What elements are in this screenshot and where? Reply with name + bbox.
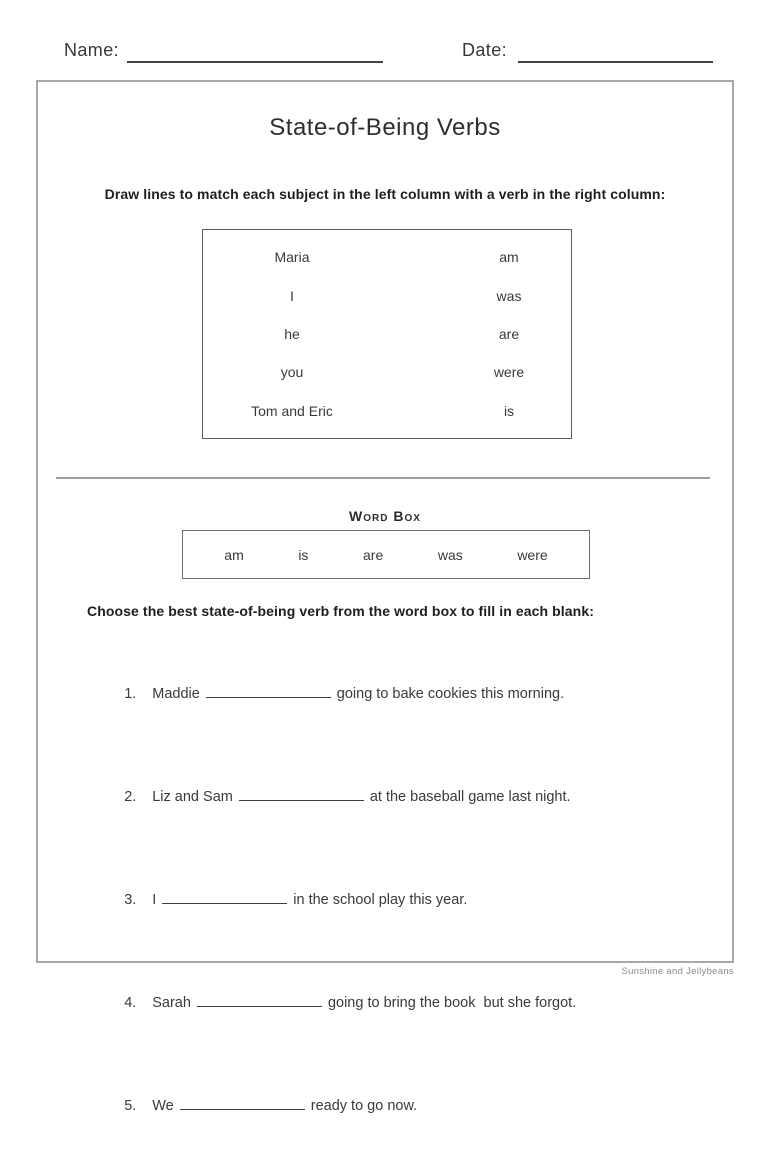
- word-box-word: are: [363, 546, 384, 563]
- sentence-before-blank: Maddie: [152, 686, 200, 702]
- answer-blank: [197, 991, 322, 1007]
- matching-subject: Maria: [274, 249, 310, 266]
- item-number: 2.: [124, 789, 137, 805]
- name-blank-line: [127, 41, 383, 63]
- matching-subject: you: [280, 364, 304, 381]
- word-box-word: am: [224, 546, 244, 563]
- word-box-word: were: [517, 546, 548, 563]
- fill-in-item: [92, 763, 712, 830]
- item-number: 3.: [124, 892, 137, 908]
- matching-box: [202, 229, 572, 439]
- item-number: 1.: [124, 686, 137, 702]
- matching-row: [203, 326, 571, 342]
- name-label: Name:: [64, 40, 120, 60]
- word-box: [182, 530, 590, 579]
- matching-verb: were: [493, 364, 525, 381]
- matching-verb: was: [496, 287, 522, 304]
- sentence-before-blank: We: [152, 1098, 174, 1114]
- word-box-word: was: [437, 546, 463, 563]
- sentence-before-blank: Sarah: [152, 995, 191, 1011]
- matching-subject: he: [284, 325, 300, 342]
- sentence-after-blank: ready to go now.: [310, 1098, 418, 1114]
- fill-in-item: [92, 969, 712, 1036]
- sentence-after-blank: at the baseball game last night.: [369, 789, 571, 805]
- matching-subject: I: [290, 287, 294, 304]
- date-label: Date:: [462, 40, 508, 60]
- sentence-after-blank: going to bring the book but she forgot.: [327, 995, 577, 1011]
- item-number: 5.: [124, 1098, 137, 1114]
- publisher-credit: Sunshine and Jellybeans: [621, 966, 734, 977]
- matching-instruction: Draw lines to match each subject in the left column with a verb in the right column:: [104, 186, 666, 202]
- page-title: State-of-Being Verbs: [269, 114, 501, 141]
- fill-in-item: [92, 660, 712, 727]
- sentence-before-blank: Liz and Sam: [152, 789, 233, 805]
- item-number: 4.: [124, 995, 137, 1011]
- word-box-word: is: [298, 546, 309, 563]
- matching-row: [203, 364, 571, 380]
- matching-subject: Tom and Eric: [251, 402, 333, 419]
- matching-verb: are: [498, 325, 520, 342]
- fill-in-instruction: Choose the best state-of-being verb from the word box to fill in each blank:: [87, 603, 594, 619]
- matching-row: [203, 403, 571, 419]
- matching-row: [203, 288, 571, 304]
- fill-in-item: [92, 866, 712, 933]
- date-blank-line: [518, 41, 713, 63]
- word-box-label: Word Box: [349, 508, 421, 524]
- answer-blank: [239, 785, 364, 801]
- fill-in-item: [92, 1072, 712, 1139]
- matching-row: [203, 249, 571, 265]
- answer-blank: [162, 888, 287, 904]
- answer-blank: [206, 682, 331, 698]
- sentence-before-blank: I: [152, 892, 157, 908]
- matching-verb: am: [499, 249, 519, 266]
- sentence-after-blank: going to bake cookies this morning.: [336, 686, 565, 702]
- sentence-after-blank: in the school play this year.: [293, 892, 468, 908]
- fill-in-questions: [92, 660, 712, 1175]
- section-divider: [56, 477, 710, 479]
- matching-verb: is: [503, 402, 515, 419]
- answer-blank: [180, 1094, 305, 1110]
